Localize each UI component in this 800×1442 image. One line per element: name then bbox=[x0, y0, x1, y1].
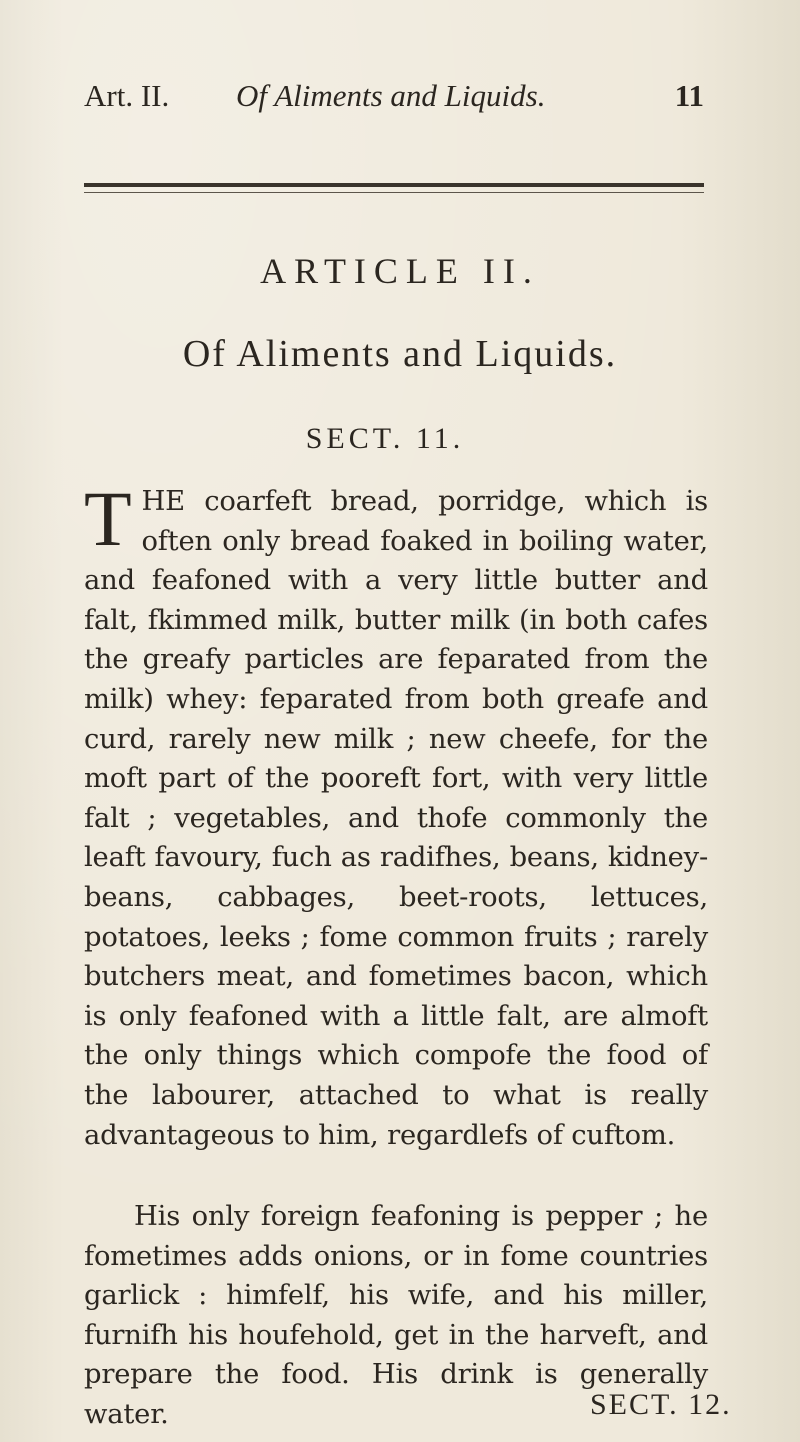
subject-heading: Of Aliments and Liquids. bbox=[182, 333, 618, 375]
paragraph-1-text: HE coarfeft bread, porridge, which is often only bread foaked in boiling water, and feafoned with a very little butter and falt, fkimmed milk, butter milk (in both cafes the greafy particles are feparated from the milk) whey: feparated from both greafe and curd, rarely new milk ; new cheefe, for the moft part of the pooreft fort, with very little falt ; vegetables, and thofe commonly the leaft favoury, fuch as radifhes, beans, kidney-beans, cabbages, beet-roots, lettuces, potatoes, leeks ; fome common fruits ; rarely butchers meat, and fometimes bacon, which is only feafoned with a little falt, are almoft the only things which compofe the food of the labourer, attached to what is really advantageous to him, regardlefs of cuftom. bbox=[84, 486, 708, 1151]
header-rule-thick bbox=[84, 183, 704, 187]
article-heading: ARTICLE II. bbox=[260, 251, 540, 291]
paragraph-2: His only foreign feafoning is pepper ; he fometimes adds onions, or in fome countries garlick : himfelf, his wife, and his miller, furnifh his houfehold, get in the harveft, and prepare the food. His drink is generally water. bbox=[84, 1201, 708, 1430]
paragraph-1 bbox=[84, 475, 708, 1155]
running-head-article: Art. II. bbox=[84, 78, 170, 113]
running-head-title: Of Aliments and Liquids. bbox=[236, 78, 546, 113]
page-number: 11 bbox=[674, 78, 704, 113]
drop-cap: T bbox=[84, 475, 132, 562]
running-head bbox=[84, 78, 704, 118]
catchword: SECT. 12. bbox=[590, 1388, 732, 1421]
section-heading: SECT. 11. bbox=[305, 422, 465, 455]
header-rule-thin bbox=[84, 192, 704, 193]
